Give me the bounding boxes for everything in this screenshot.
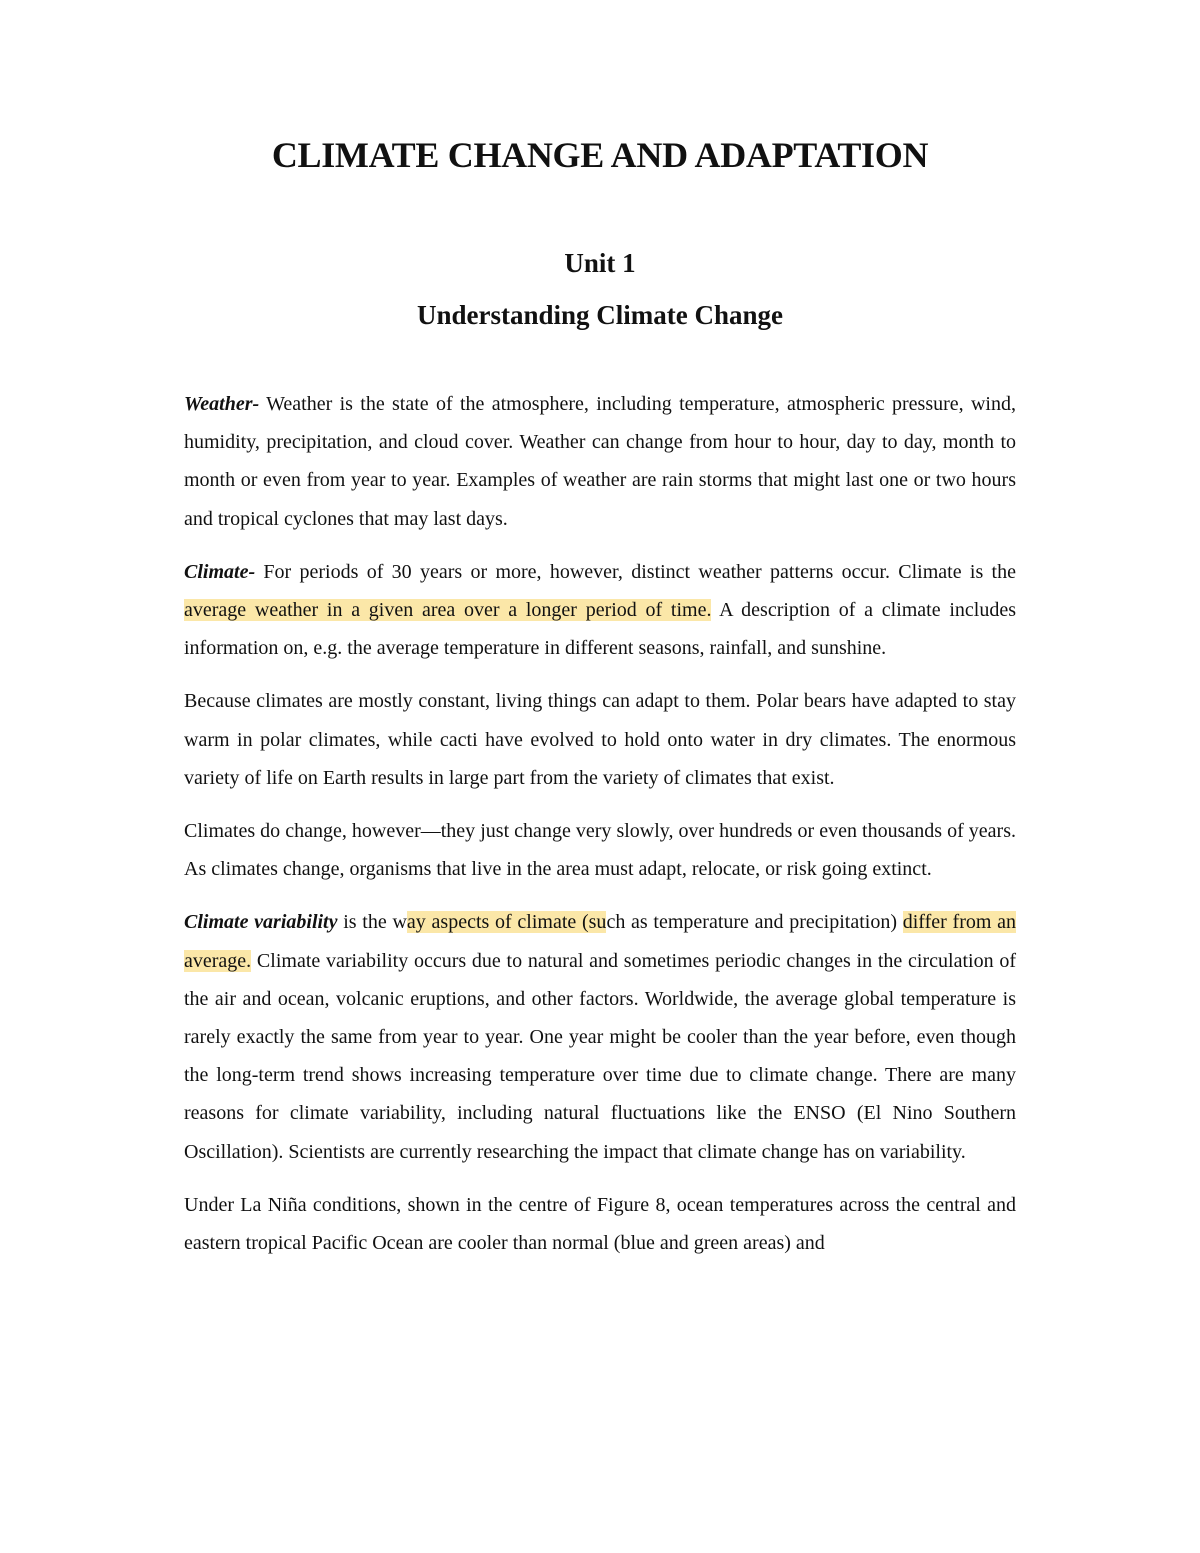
unit-number: Unit 1 [564,248,636,278]
unit-title: Understanding Climate Change [416,300,784,330]
document-body [184,385,1016,1277]
variability-text-mid: ch as temperature and precipitation) [606,911,903,934]
climate-text-after: A description of a climate includes information on, e.g. the average temperature in different seasons, rainfall, and sunshine. [184,599,1016,660]
term-weather: Weather- [184,393,260,415]
variability-text-before: is the w [337,911,407,934]
paragraph-climate-variability [184,903,1016,1170]
paragraph-climate-change: Climates do change, however—they just change very slowly, over hundreds or even thousands of years. As climates change, organisms that live in the area must adapt, relocate, or risk going extinct. [184,820,1016,881]
paragraph-la-nina: Under La Niña conditions, shown in the centre of Figure 8, ocean temperatures across the central and eastern tropical Pacific Ocean are cooler than normal (blue and green areas) and [184,1193,1016,1255]
weather-definition: Weather is the state of the atmosphere, including temperature, atmospheric pressure, wind, humidity, precipitation, and cloud cover. Weather can change from hour to hour, day to day, month to month or even from year to year. Examples of weather are rain storms that might last one or two hours and tropical cyclones that may last days. [184,393,1016,530]
climate-text-before: For periods of 30 years or more, however, distinct weather patterns occur. Climate is the [255,560,1016,583]
variability-text-after: Climate variability occurs due to natural and sometimes periodic changes in the circulation of the air and ocean, volcanic eruptions, and other factors. Worldwide, the average global temperature is rarely exactly the same from year to year. One year might be cooler than the year before, even though the long-term trend shows increasing temperature over time due to climate change. There are many reasons for climate variability, including natural fluctuations like the ENSO (El Nino Southern Oscillation). Scientists are currently researching the impact that climate change has on variability. [184,949,1016,1163]
term-climate-variability: Climate variability [184,911,338,934]
term-climate: Climate- [184,560,256,583]
variability-highlight-2: differ from an average. [184,911,1017,972]
paragraph-climate [184,553,1016,668]
document-title: CLIMATE CHANGE AND ADAPTATION [271,135,929,175]
paragraph-weather [184,385,1016,538]
climate-highlight: average weather in a given area over a longer period of time. [184,599,712,622]
variability-highlight-1: ay aspects of climate (su [406,911,607,934]
paragraph-adaptation: Because climates are mostly constant, living things can adapt to them. Polar bears have adapted to stay warm in polar climates, while cacti have evolved to hold onto water in dry climates. The enormous variety of life on Earth results in large part from the variety of climates that exist. [184,690,1016,789]
